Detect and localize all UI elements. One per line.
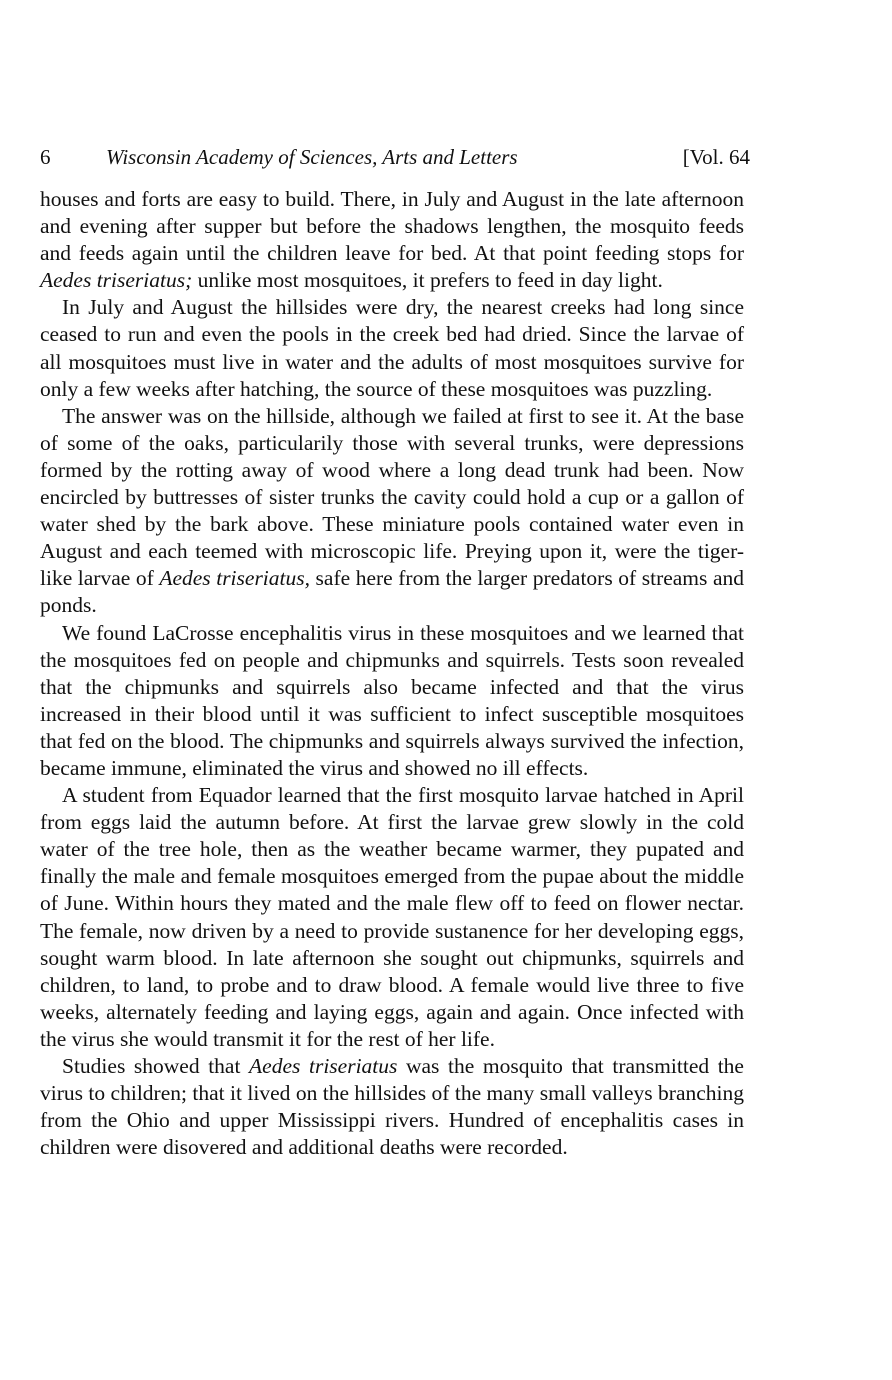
paragraph-text: Studies showed that — [62, 1054, 250, 1078]
species-name: Aedes triseriatus — [249, 1054, 398, 1078]
volume-label: [Vol. 64 — [682, 145, 750, 169]
paragraph-3 — [40, 403, 744, 620]
page-number: 6 — [40, 145, 51, 169]
paragraph-text: We found LaCrosse encephalitis virus in these mosquitoes and we learned that the mosquitoes fed on people and chipmunks and squirrels. Tests soon revealed that the chipmunks and squirrels also became infected and that the virus increased in their blood until it was sufficient to infect susceptible mosquitoes that fed on the blood. The chipmunks and squirrels always survived the infection, became immune, eliminated the virus and showed no ill effects. — [40, 620, 744, 780]
paragraph-6 — [40, 1053, 744, 1161]
paragraph-text: A student from Equador learned that the first mosquito larvae hatched in April from eggs laid the autumn before. At first the larvae grew slowly in the cold water of the tree hole, then as the weather became warmer, they pupated and finally the male and female mosquitoes emerged from the pupae about the middle of June. Within hours they mated and the male flew off to feed on flower nectar. The female, now driven by a need to provide sustanence for her developing eggs, sought warm blood. In late afternoon she sought out chipmunks, squirrels and children, to land, to probe and to draw blood. A female would live three to five weeks, alternately feeding and laying eggs, again and again. Once infected with the virus she would transmit it for the rest of her life. — [40, 783, 744, 1051]
paragraph-text: safe here from the larger predators of streams and ponds. — [40, 566, 744, 618]
paragraph-text: In July and August the hillsides were dry, the nearest creeks had long since ceased to run and even the pools in the creek bed had dried. Since the larvae of all mosquitoes must live in water and the adults of most mosquitoes survive for only a few weeks after hatching, the source of these mosquitoes was puzzling. — [40, 295, 744, 401]
running-head — [40, 142, 750, 172]
species-name: Aedes triseriatus, — [159, 566, 310, 591]
paragraph-text: houses and forts are easy to build. There, in July and August in the late afternoon and evening after supper but before the shadows lengthen, the mosquito feeds and feeds again until the children leave for bed. At that point feeding stops for — [40, 187, 744, 266]
paragraph-text: was the mosquito that transmitted the virus to children; that it lived on the hillsides of the many small valleys branching from the Ohio and upper Mississippi rivers. Hundred of encephalitis cases in children were disovered and additional deaths were recorded. — [40, 1054, 744, 1160]
species-name: Aedes triseriatus; — [40, 268, 193, 293]
paragraph-5 — [40, 782, 744, 1053]
paragraph-1 — [40, 186, 744, 294]
paragraph-2 — [40, 294, 744, 402]
paragraph-text: The answer was on the hillside, although we failed at first to see it. At the base of some of the oaks, particularily those with several trunks, were depressions formed by the rotting away of wood where a long dead trunk had been. Now encircled by buttresses of sister trunks the cavity could hold a cup or a gallon of water shed by the bark above. These miniature pools contained water even in August and each teemed with microscopic life. Preying upon it, were the tiger-like larvae of — [40, 403, 744, 591]
paragraph-4 — [40, 620, 744, 783]
journal-title: Wisconsin Academy of Sciences, Arts and Letters — [106, 145, 518, 169]
body-text — [40, 186, 744, 1161]
paragraph-text: unlike most mosquitoes, it prefers to feed in day light. — [192, 268, 663, 293]
